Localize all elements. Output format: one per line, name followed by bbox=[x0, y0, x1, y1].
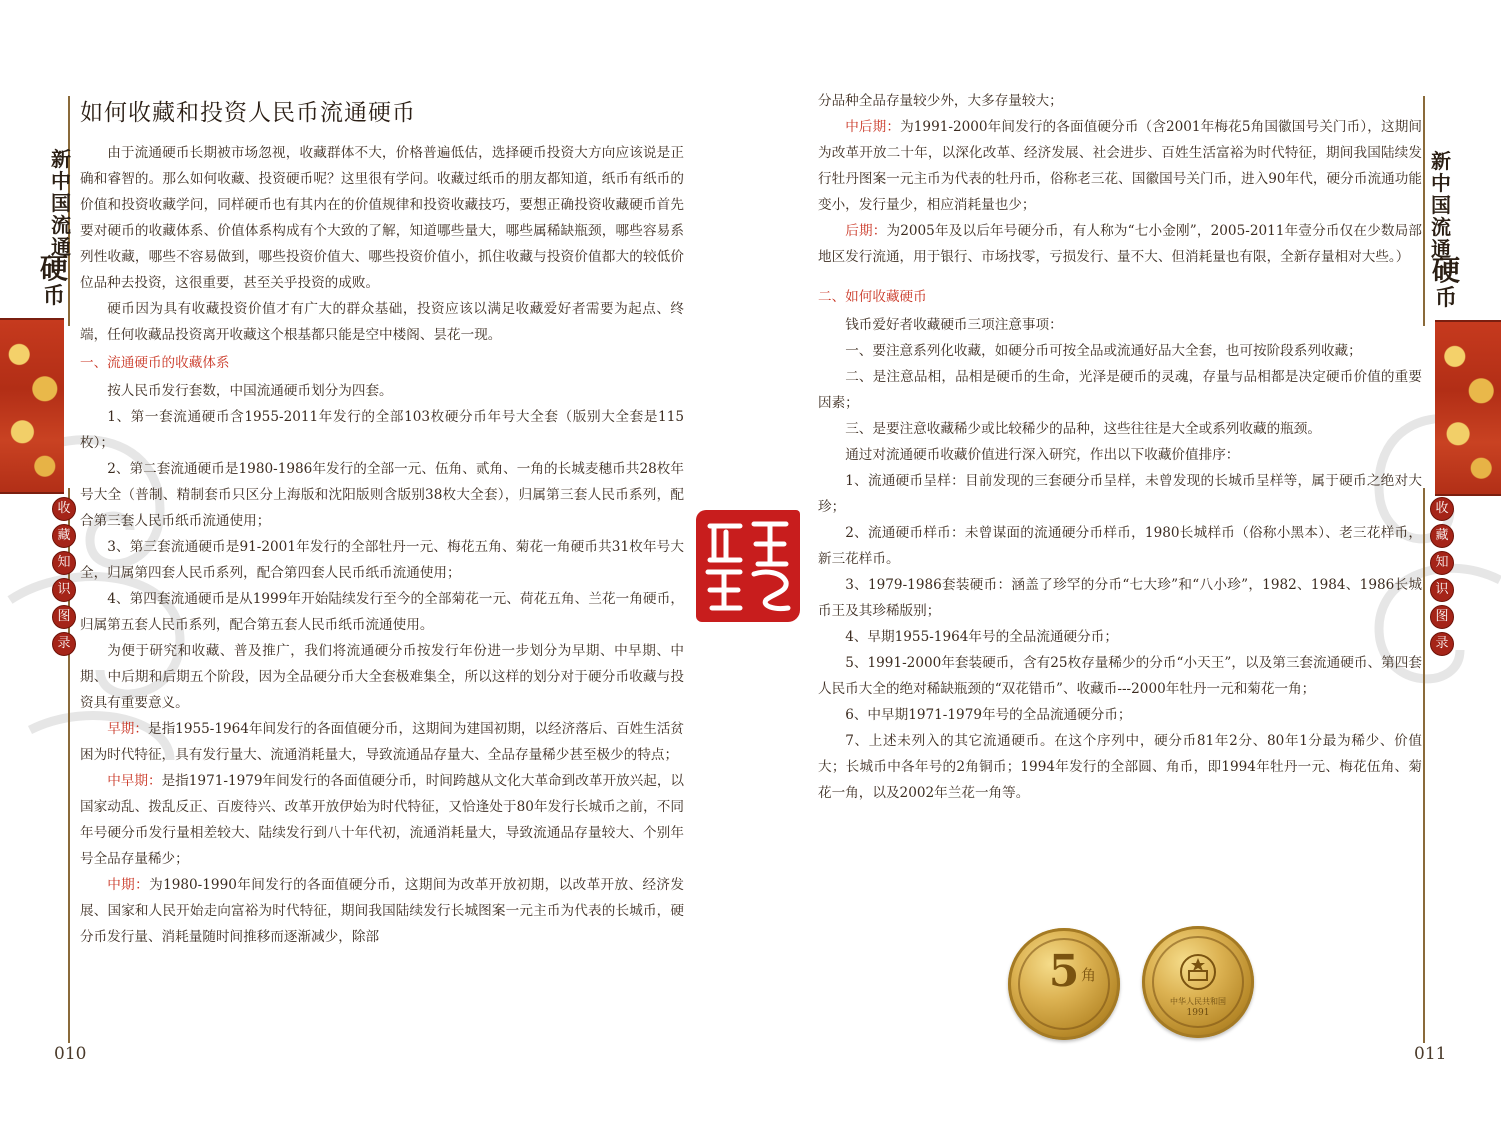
period-label: 后期： bbox=[845, 223, 887, 239]
paragraph-mid-period: 中期：为1980-1990年间发行的各面值硬分币，这期间为改革开放初期，以改革开放、经济发展、国家和人民开始走向富裕为时代特征，期间我国陆续发行长城图案一元主币为代表的长城币，硬分币发行量、消耗量随时间推移而逐渐减少，除部 bbox=[80, 877, 685, 945]
paragraph: 3、1979-1986套装硬币：涵盖了珍罕的分币“七大珍”和“八小珍”，1982、1984、1986长城币王及其珍稀版别； bbox=[818, 577, 1422, 619]
coin-back-image bbox=[1142, 926, 1254, 1038]
paragraph: 2、流通硬币样币：未曾谋面的流通硬分币样币，1980长城样币（俗称小黑本）、老三花样币，新三花样币。 bbox=[818, 525, 1422, 567]
paragraph: 为便于研究和收藏、普及推广，我们将流通硬分币按发行年份进一步划分为早期、中早期、中期、中后期和后期五个阶段，因为全品硬分币大全套极难集全，所以这样的划分对于硬分币收藏与投资具有重要意义。 bbox=[80, 643, 684, 711]
paragraph: 硬币因为具有收藏投资价值才有广大的群众基础，投资应该以满足收藏爱好者需要为起点、终端，任何收藏品投资离开收藏这个根基都只能是空中楼阁、昙花一现。 bbox=[80, 301, 684, 343]
red-seal-stamp bbox=[696, 510, 800, 622]
paragraph-continuation: 分品种全品存量较少外，大多存量较大； bbox=[818, 93, 1063, 109]
paragraph: 三、是要注意收藏稀少或比较稀少的品种，这些往往是大全或系列收藏的瓶颈。 bbox=[845, 421, 1321, 437]
coin-title: 硬 币 bbox=[39, 252, 68, 309]
paragraph: 通过对流通硬币收藏价值进行深入研究，作出以下收藏价值排序： bbox=[845, 447, 1240, 463]
paragraph: 钱币爱好者收藏硬币三项注意事项： bbox=[845, 317, 1063, 333]
section-heading: 二、如何收藏硬币 bbox=[818, 289, 927, 305]
left-page bbox=[0, 0, 750, 1134]
paragraph: 6、中早期1971-1979年号的全品流通硬分币； bbox=[845, 707, 1132, 723]
paragraph: 3、第三套流通硬币是91-2001年发行的全部牡丹一元、梅花五角、菊花一角硬币共31枚年号大全，归属第四套人民币系列，配合第四套人民币纸币流通使用； bbox=[80, 539, 684, 581]
left-body-text bbox=[80, 140, 684, 950]
seal-characters-graphic bbox=[696, 510, 800, 622]
period-label: 中期： bbox=[107, 877, 150, 893]
paragraph: 4、第四套流通硬币是从1999年开始陆续发行至今的全部菊花一元、荷花五角、兰花一角硬币，归属第五套人民币系列，配合第五套人民币纸币流通使用。 bbox=[80, 591, 684, 633]
badge: 收 bbox=[52, 497, 76, 521]
period-label: 早期： bbox=[107, 721, 148, 737]
coin-front-image bbox=[1008, 928, 1120, 1040]
page-number-right: 011 bbox=[1414, 1044, 1447, 1064]
badge: 识 bbox=[1430, 578, 1454, 602]
paragraph: 按人民币发行套数，中国流通硬币划分为四套。 bbox=[107, 383, 393, 399]
paragraph: 一、要注意系列化收藏，如硬分币可按全品或流通好品大全套，也可按阶段系列收藏； bbox=[845, 343, 1362, 359]
coin-denomination: 5 bbox=[1048, 946, 1080, 997]
band-line-top bbox=[1423, 96, 1425, 326]
coin-year: 1991 bbox=[1186, 1008, 1210, 1018]
right-body-text bbox=[818, 88, 1422, 806]
paragraph-late-period: 后期：为2005年及以后年号硬分币，有人称为“七小金刚”，2005-2011年壹分币仅在少数局部地区发行流通，用于银行、市场找零，亏损发行、量不大、但消耗量也有限，全新存量相对大些。） bbox=[818, 223, 1422, 265]
page-title: 如何收藏和投资人民币流通硬币 bbox=[80, 100, 416, 126]
paragraph-early-period: 早期：是指1955-1964年间发行的各面值硬分币，这期间为建国初期，以经济落后、百姓生活贫困为时代特征，具有发行量大、流通消耗量大，导致流通品存量大、全品存量稀少甚至极少的特点； bbox=[80, 721, 685, 763]
badge: 藏 bbox=[1430, 524, 1454, 548]
paragraph: 4、早期1955-1964年号的全品流通硬分币； bbox=[845, 629, 1118, 645]
paragraph: 1、流通硬币呈样：目前发现的三套硬分币呈样，未曾发现的长城币呈样等，属于硬币之绝对大珍； bbox=[818, 473, 1422, 515]
paragraph-mid-early-period: 中早期：是指1971-1979年间发行的各面值硬分币，时间跨越从文化大革命到改革开放兴起，以国家动乱、拨乱反正、百废待兴、改革开放伊始为时代特征，又恰逢处于80年发行长城币之前，不同年号硬分币发行量相差较大、陆续发行到八十年代初，流通消耗量大，导致流通品存量较大、个别年号全品存量稀少； bbox=[80, 773, 685, 867]
period-label: 中后期： bbox=[845, 119, 901, 135]
band-line-bottom bbox=[1423, 488, 1425, 1043]
badge: 录 bbox=[52, 632, 76, 656]
badge: 录 bbox=[1430, 632, 1454, 656]
badge: 图 bbox=[1430, 605, 1454, 629]
right-page bbox=[750, 0, 1501, 1134]
paragraph: 7、上述未列入的其它流通硬币。在这个序列中，硬分币81年2分、80年1分最为稀少、价值大；长城币中各年号的2角铜币；1994年发行的全部圆、角币，即1994年牡丹一元、梅花伍角、菊花一角，以及2002年兰花一角等。 bbox=[818, 733, 1422, 801]
vertical-series-title: 新 中 国 流 通 bbox=[51, 147, 71, 259]
paragraph: 1、第一套流通硬币含1955-2011年发行的全部103枚硬分币年号大全套（版别大全套是115枚）； bbox=[80, 409, 684, 451]
coin-title: 硬 币 bbox=[1431, 254, 1460, 311]
section-heading: 一、流通硬币的收藏体系 bbox=[80, 355, 230, 371]
badge: 知 bbox=[52, 551, 76, 575]
badge: 藏 bbox=[52, 524, 76, 548]
badge: 识 bbox=[52, 578, 76, 602]
page-number-left: 010 bbox=[54, 1044, 87, 1064]
national-emblem-icon bbox=[1178, 952, 1218, 992]
vertical-series-title: 新 中 国 流 通 bbox=[1431, 149, 1451, 261]
period-label: 中早期： bbox=[107, 773, 162, 789]
paragraph-mid-late-period: 中后期：为1991-2000年间发行的各面值硬分币（含2001年梅花5角国徽国号关门币），这期间为改革开放二十年，以深化改革、经济发展、社会进步、百姓生活富裕为时代特征，期间我国陆续发行牡丹图案一元主币为代表的牡丹币，俗称老三花、国徽国号关门币，进入90年代，硬分币流通功能变小，发行量少，相应消耗量也少； bbox=[818, 119, 1423, 213]
coin-unit: 角 bbox=[1081, 966, 1097, 984]
coin-country-text: 中华人民共和国 bbox=[1170, 997, 1226, 1006]
badge-column bbox=[1430, 497, 1454, 659]
badge: 收 bbox=[1430, 497, 1454, 521]
badge: 知 bbox=[1430, 551, 1454, 575]
paragraph: 由于流通硬币长期被市场忽视，收藏群体不大，价格普遍低估，选择硬币投资大方向应该说是正确和睿智的。那么如何收藏、投资硬币呢？这里很有学问。收藏过纸币的朋友都知道，纸币有纸币的价值和投资收藏学问，同样硬币也有其内在的价值规律和投资收藏技巧，要想正确投资收藏硬币首先要对硬币的收藏体系、价值体系构成有个大致的了解，知道哪些量大，哪些属稀缺瓶颈，哪些容易系列性收藏，哪些不容易做到，哪些投资价值大、哪些投资价值小，抓住收藏与投资价值都大的较低价位品种去投资，这很重要，甚至关乎投资的成败。 bbox=[80, 145, 684, 291]
badge: 图 bbox=[52, 605, 76, 629]
paragraph: 5、1991-2000年套装硬币，含有25枚存量稀少的分币“小天王”，以及第三套流通硬币、第四套人民币大全的绝对稀缺瓶颈的“双花错币”、收藏币---2000年牡丹一元和菊花一角； bbox=[818, 655, 1422, 697]
badge-column bbox=[52, 497, 76, 659]
red-gold-ornament bbox=[0, 318, 64, 494]
red-gold-ornament bbox=[1435, 320, 1501, 496]
paragraph: 2、第二套流通硬币是1980-1986年发行的全部一元、伍角、贰角、一角的长城麦穗币共28枚年号大全（普制、精制套币只区分上海版和沈阳版则含版别38枚大全套），归属第三套人民币系列，配合第三套人民币纸币流通使用； bbox=[80, 461, 684, 529]
paragraph: 二、是注意品相，品相是硬币的生命，光泽是硬币的灵魂，存量与品相都是决定硬币价值的重要因素； bbox=[818, 369, 1422, 411]
